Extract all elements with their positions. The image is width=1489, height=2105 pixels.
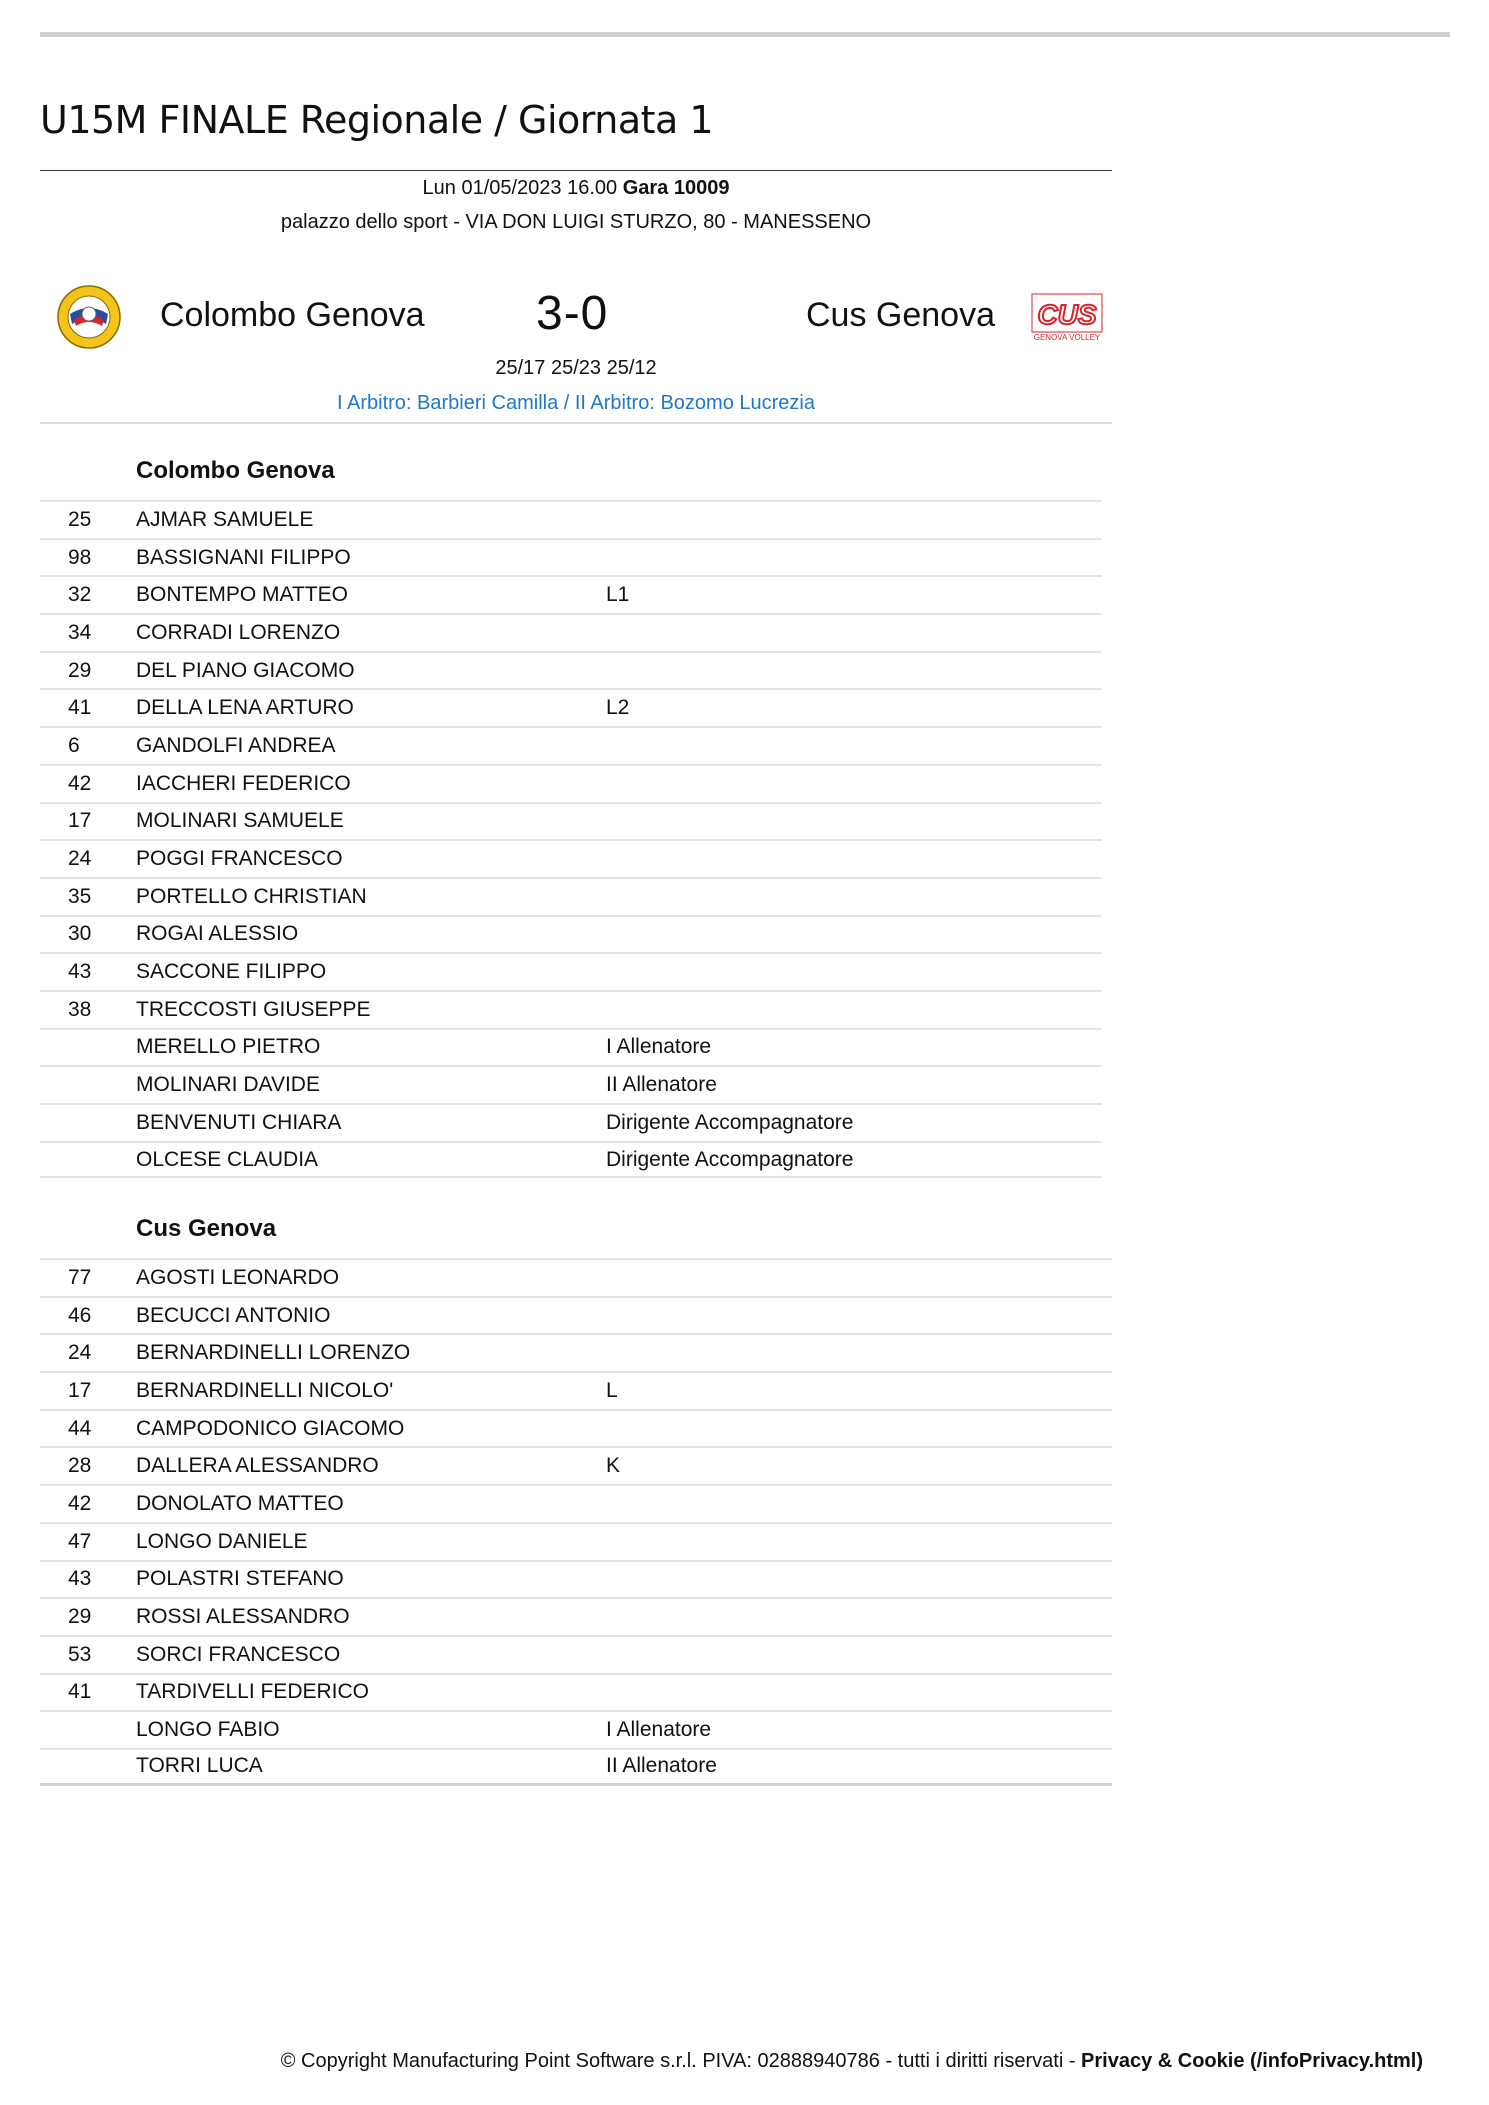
game-number: Gara 10009	[622, 177, 730, 199]
player-name: BERNARDINELLI LORENZO	[136, 1341, 411, 1365]
table-row	[40, 1258, 1112, 1296]
roster-rows	[40, 500, 1102, 1178]
table-row	[40, 1065, 1102, 1103]
table-row	[40, 1748, 1112, 1786]
table-row	[40, 1141, 1102, 1179]
table-row	[40, 575, 1102, 613]
player-number: 44	[68, 1416, 92, 1440]
player-number: 38	[68, 997, 92, 1021]
player-name: BENVENUTI CHIARA	[136, 1110, 342, 1134]
player-number: 46	[68, 1303, 92, 1327]
home-roster	[40, 454, 1102, 1178]
player-role: L	[606, 1378, 618, 1402]
player-name: MOLINARI DAVIDE	[136, 1073, 320, 1097]
table-row	[40, 1710, 1112, 1748]
player-name: CORRADI LORENZO	[136, 620, 341, 644]
player-number: 24	[68, 1341, 92, 1365]
player-name: TORRI LUCA	[136, 1754, 263, 1778]
referees: I Arbitro: Barbieri Camilla / II Arbitro: Bozomo Lucrezia	[337, 392, 815, 414]
player-number: 53	[68, 1642, 92, 1666]
table-row	[40, 1296, 1112, 1334]
player-name: TARDIVELLI FEDERICO	[136, 1680, 369, 1704]
cus-genova-volley-logo	[1030, 292, 1104, 342]
player-name: LONGO FABIO	[136, 1718, 280, 1742]
table-row	[40, 1597, 1112, 1635]
player-number: 34	[68, 620, 92, 644]
player-name: PORTELLO CHRISTIAN	[136, 884, 367, 908]
player-name: AGOSTI LEONARDO	[136, 1265, 340, 1289]
player-number: 98	[68, 545, 92, 569]
player-number: 29	[68, 1605, 92, 1629]
roster-title: Colombo Genova	[136, 457, 335, 484]
player-name: DALLERA ALESSANDRO	[136, 1454, 379, 1478]
player-name: GANDOLFI ANDREA	[136, 733, 336, 757]
top-divider	[40, 32, 1450, 37]
player-name: DEL PIANO GIACOMO	[136, 658, 355, 682]
svg-text:GENOVA VOLLEY: GENOVA VOLLEY	[1033, 333, 1101, 342]
player-name: BONTEMPO MATTEO	[136, 583, 348, 607]
player-role: Dirigente Accompagnatore	[606, 1110, 854, 1134]
player-number: 77	[68, 1265, 92, 1289]
roster-rows	[40, 1258, 1112, 1786]
player-number: 24	[68, 847, 92, 871]
player-name: LONGO DANIELE	[136, 1529, 308, 1553]
player-name: POLASTRI STEFANO	[136, 1567, 344, 1591]
player-name: SORCI FRANCESCO	[136, 1642, 341, 1666]
player-number: 42	[68, 1491, 92, 1515]
table-row	[40, 651, 1102, 689]
player-role: II Allenatore	[606, 1754, 717, 1778]
table-row	[40, 1635, 1112, 1673]
player-role: Dirigente Accompagnatore	[606, 1147, 854, 1171]
svg-text:CUS: CUS	[1037, 299, 1097, 330]
player-number: 41	[68, 696, 92, 720]
page-title: U15M FINALE Regionale / Giornata 1	[40, 98, 714, 142]
table-row	[40, 1409, 1112, 1447]
table-row	[40, 688, 1102, 726]
player-name: BERNARDINELLI NICOLO'	[136, 1378, 394, 1402]
table-row	[40, 877, 1102, 915]
player-number: 29	[68, 658, 92, 682]
player-number: 17	[68, 809, 92, 833]
player-name: DONOLATO MATTEO	[136, 1491, 344, 1515]
colombo-volley-logo	[56, 284, 122, 350]
player-name: ROSSI ALESSANDRO	[136, 1605, 350, 1629]
player-number: 35	[68, 884, 92, 908]
roster-title: Cus Genova	[136, 1215, 277, 1242]
player-role: L1	[606, 583, 630, 607]
player-name: MOLINARI SAMUELE	[136, 809, 344, 833]
player-name: CAMPODONICO GIACOMO	[136, 1416, 405, 1440]
table-row	[40, 839, 1102, 877]
player-name: DELLA LENA ARTURO	[136, 696, 354, 720]
player-number: 28	[68, 1454, 92, 1478]
table-row	[40, 802, 1102, 840]
player-number: 42	[68, 771, 92, 795]
home-team-name: Colombo Genova	[160, 296, 425, 334]
set-scores: 25/17 25/23 25/12	[495, 357, 657, 379]
away-team-name: Cus Genova	[806, 296, 995, 334]
player-number: 17	[68, 1378, 92, 1402]
player-role: K	[606, 1454, 621, 1478]
match-datetime-line	[40, 177, 1112, 200]
table-row	[40, 613, 1102, 651]
match-score: 3-0	[536, 287, 609, 340]
table-row	[40, 1673, 1112, 1711]
table-row	[40, 952, 1102, 990]
player-name: BASSIGNANI FILIPPO	[136, 545, 351, 569]
player-role: L2	[606, 696, 630, 720]
player-role: I Allenatore	[606, 1035, 712, 1059]
table-row	[40, 726, 1102, 764]
player-number: 30	[68, 922, 92, 946]
match-datetime: Lun 01/05/2023 16.00	[422, 177, 618, 199]
table-row	[40, 764, 1102, 802]
player-number: 43	[68, 960, 92, 984]
player-name: OLCESE CLAUDIA	[136, 1147, 319, 1171]
match-venue: palazzo dello sport - VIA DON LUIGI STURZO, 80 - MANESSENO	[280, 211, 872, 233]
table-row	[40, 1333, 1112, 1371]
player-role: II Allenatore	[606, 1073, 717, 1097]
player-number: 43	[68, 1567, 92, 1591]
player-name: AJMAR SAMUELE	[136, 507, 314, 531]
player-number: 41	[68, 1680, 92, 1704]
player-name: MERELLO PIETRO	[136, 1035, 321, 1059]
player-name: IACCHERI FEDERICO	[136, 771, 351, 795]
table-row	[40, 1371, 1112, 1409]
table-row	[40, 500, 1102, 538]
player-number: 32	[68, 583, 92, 607]
table-row	[40, 538, 1102, 576]
table-row	[40, 1560, 1112, 1598]
table-row	[40, 1446, 1112, 1484]
table-row	[40, 1103, 1102, 1141]
player-number: 25	[68, 507, 92, 531]
table-row	[40, 1028, 1102, 1066]
player-name: TRECCOSTI GIUSEPPE	[136, 997, 371, 1021]
player-name: SACCONE FILIPPO	[136, 960, 327, 984]
player-name: BECUCCI ANTONIO	[136, 1303, 331, 1327]
player-number: 6	[68, 733, 80, 757]
player-number: 47	[68, 1529, 92, 1553]
table-row	[40, 990, 1102, 1028]
title-divider	[40, 170, 1112, 171]
away-roster	[40, 1212, 1112, 1786]
table-row	[40, 1522, 1112, 1560]
footer	[0, 2050, 1489, 2073]
copyright-text: © Copyright Manufacturing Point Software s.r.l. PIVA: 02888940786 - tutti i diritti riservati -	[280, 2050, 1082, 2072]
table-row	[40, 1484, 1112, 1522]
header-divider	[40, 422, 1112, 424]
player-name: POGGI FRANCESCO	[136, 847, 343, 871]
player-name: ROGAI ALESSIO	[136, 922, 299, 946]
privacy-link[interactable]: Privacy & Cookie (/infoPrivacy.html)	[1081, 2050, 1423, 2072]
player-role: I Allenatore	[606, 1718, 712, 1742]
table-row	[40, 915, 1102, 953]
